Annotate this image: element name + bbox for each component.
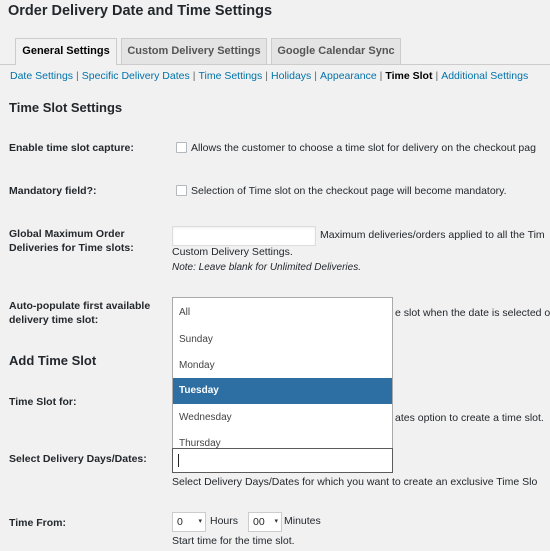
dropdown-option-tuesday[interactable]: Tuesday [173, 378, 392, 404]
subnav-separator: | [314, 70, 318, 82]
subnav-appearance[interactable]: Appearance [320, 70, 377, 82]
minutes-label: Minutes [284, 515, 321, 527]
global-max-label-line2: Deliveries for Time slots: [9, 242, 134, 254]
global-max-label-line1: Global Maximum Order [9, 228, 125, 240]
mandatory-field-label: Mandatory field?: [9, 185, 97, 197]
subnav-separator: | [192, 70, 196, 82]
enable-time-slot-checkbox[interactable] [176, 142, 187, 153]
chevron-down-icon: ▾ [274, 518, 278, 525]
time-slot-for-description: ates option to create a time slot. [395, 412, 544, 424]
hours-select[interactable] [172, 512, 206, 532]
delivery-days-label: Select Delivery Days/Dates: [9, 453, 147, 465]
add-time-slot-heading: Add Time Slot [9, 353, 97, 368]
minutes-select-value: 00 [253, 516, 265, 528]
subnav-additional-settings[interactable]: Additional Settings [441, 70, 529, 82]
subnav-separator: | [265, 70, 269, 82]
enable-time-slot-description: Allows the customer to choose a time slot for delivery on the checkout pag [191, 142, 536, 154]
delivery-days-search-input[interactable] [172, 448, 393, 473]
subnav-time-slot[interactable]: Time Slot [385, 70, 433, 82]
subnav-separator: | [435, 70, 439, 82]
time-slot-settings-heading: Time Slot Settings [9, 100, 123, 115]
global-max-note: Note: Leave blank for Unlimited Deliveries. [172, 262, 361, 273]
page-title: Order Delivery Date and Time Settings [8, 3, 273, 19]
tab-google-calendar-sync[interactable]: Google Calendar Sync [271, 38, 401, 64]
chevron-down-icon: ▾ [198, 518, 202, 525]
subnav-specific-delivery-dates[interactable]: Specific Delivery Dates [81, 70, 190, 82]
mandatory-field-description: Selection of Time slot on the checkout page will become mandatory. [191, 185, 507, 197]
tab-custom-delivery-settings[interactable]: Custom Delivery Settings [121, 38, 267, 64]
global-max-input[interactable] [172, 226, 316, 246]
active-tab-joiner [16, 63, 116, 66]
subnav [10, 70, 528, 82]
auto-populate-label-line1: Auto-populate first available [9, 300, 151, 312]
subnav-date-settings[interactable]: Date Settings [10, 70, 74, 82]
mandatory-field-checkbox[interactable] [176, 185, 187, 196]
enable-time-slot-label: Enable time slot capture: [9, 142, 134, 154]
text-caret [178, 454, 179, 467]
subnav-holidays[interactable]: Holidays [271, 70, 312, 82]
global-max-description-cont: Custom Delivery Settings. [172, 246, 293, 258]
auto-populate-description: e slot when the date is selected o [395, 307, 550, 319]
hours-label: Hours [210, 515, 239, 527]
subnav-time-settings[interactable]: Time Settings [198, 70, 263, 82]
dropdown-option-thursday[interactable]: Thursday [179, 438, 221, 449]
subnav-separator: | [76, 70, 79, 82]
delivery-days-dropdown [172, 297, 393, 449]
time-from-label: Time From: [9, 517, 66, 529]
global-max-description: Maximum deliveries/orders applied to all the Tim [320, 229, 545, 241]
minutes-select[interactable] [248, 512, 282, 532]
time-slot-for-label: Time Slot for: [9, 396, 77, 408]
dropdown-option-wednesday[interactable]: Wednesday [179, 412, 232, 423]
auto-populate-label-line2: delivery time slot: [9, 314, 99, 326]
tab-general-settings[interactable]: General Settings [15, 38, 117, 65]
dropdown-option-monday[interactable]: Monday [179, 360, 215, 371]
time-from-description: Start time for the time slot. [172, 535, 295, 547]
delivery-days-description: Select Delivery Days/Dates for which you want to create an exclusive Time Slo [172, 476, 538, 488]
hours-select-value: 0 [177, 516, 183, 528]
dropdown-option-sunday[interactable]: Sunday [179, 334, 213, 345]
dropdown-option-all[interactable]: All [179, 307, 191, 318]
subnav-separator: | [379, 70, 383, 82]
